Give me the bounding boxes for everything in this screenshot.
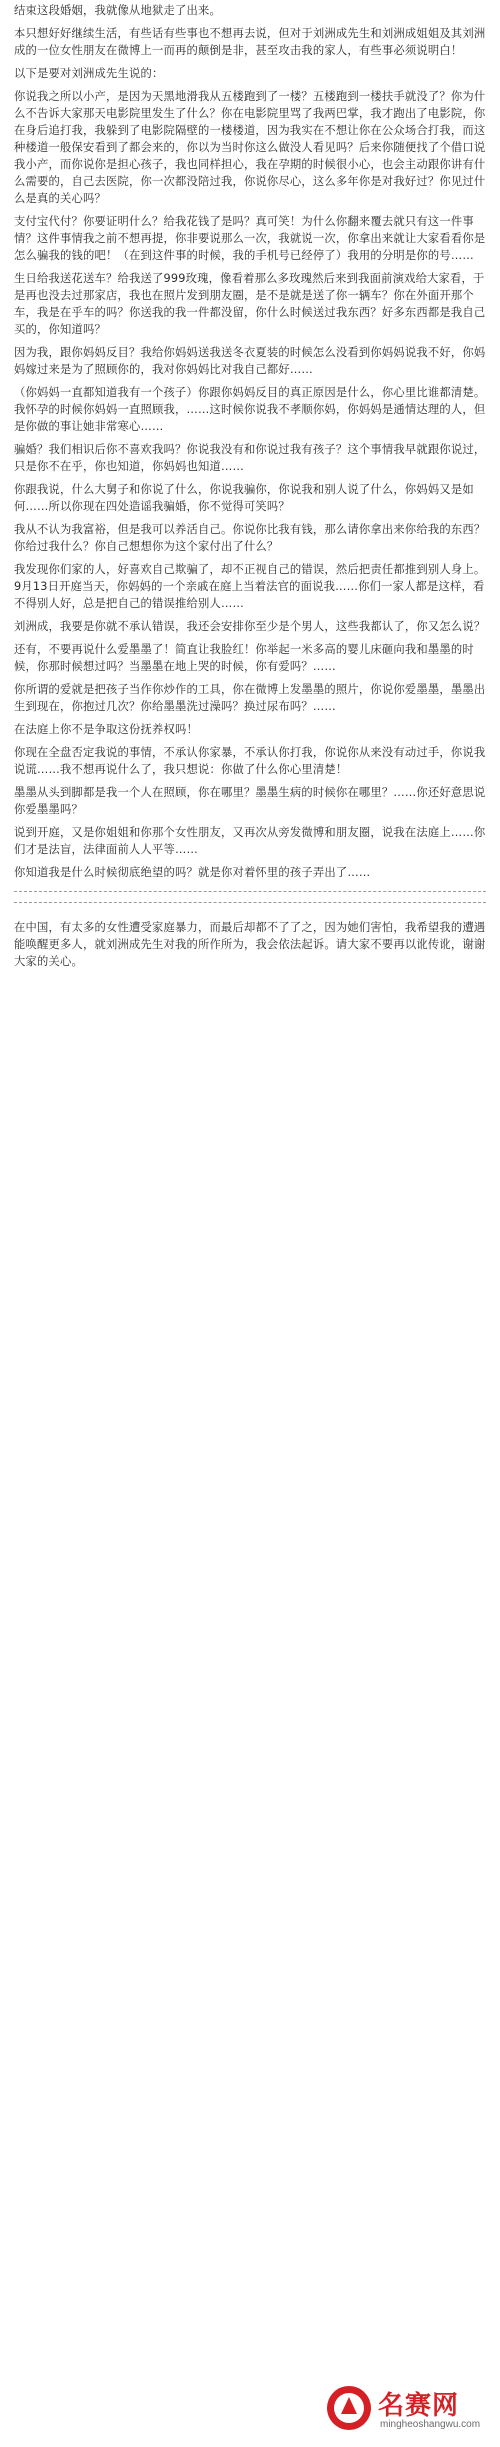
paragraph: 说到开庭，又是你姐姐和你那个女性朋友，又再次从旁发微博和朋友圈，说我在法庭上……你们才是法盲，法律面前人人平等……: [14, 826, 486, 856]
watermark-url: mingheoshangwu.com: [380, 2419, 481, 2430]
paragraph: 你所谓的爱就是把孩子当作你炒作的工具，你在微博上发墨墨的照片，你说你爱墨墨，墨墨出生到现在，你抱过几次？你给墨墨洗过澡吗？换过尿布吗？……: [14, 683, 486, 713]
paragraph: 还有，不要再说什么爱墨墨了！简直让我脸红！你举起一米多高的婴儿床砸向我和墨墨的时候，你那时候想过吗？当墨墨在地上哭的时候，你有爱吗？……: [14, 643, 474, 673]
paragraph: 以下是要对刘洲成先生说的：: [14, 67, 164, 80]
paragraph: 在法庭上你不是争取这份抚养权吗！: [14, 723, 198, 736]
paragraph: 结束这段婚姻，我就像从地狱走了出来。: [14, 4, 221, 17]
paragraph: 生日给我送花送车？给我送了999玫瑰，像看着那么多玫瑰然后来到我面前演戏给大家看，于是再也没去过那家店，我也在照片发到朋友圈，是不是就是送了你一辆车？你在外面开那个车，我是在乎车的吗？你送我的我一件都没留，你什么时候送过我东西？好多东西都是我自己买的，你知道吗？: [14, 272, 486, 336]
paragraph: 你现在全盘否定我说的事情，不承认你家暴，不承认你打我，你说你从来没有动过手，你说我说谎……我不想再说什么了，我只想说：你做了什么你心里清楚！: [14, 746, 486, 776]
watermark-title: 名赛网: [378, 2391, 460, 2421]
paragraph: 骗婚？我们相识后你不喜欢我吗？你说我没有和你说过我有孩子？这个事情我早就跟你说过，只是你不在乎，你也知道，你妈妈也知道……: [14, 443, 486, 473]
paragraph: 你跟我说，什么大舅子和你说了什么，你说我骗你，你说我和别人说了什么，你妈妈又是如何……所以你现在四处造谣我骗婚，你不觉得可笑吗？: [14, 483, 474, 513]
paragraph: 本只想好好继续生活，有些话有些事也不想再去说，但对于刘洲成先生和刘洲成姐姐及其刘洲成的一位女性朋友在微博上一而再的颠倒是非，甚至攻击我的家人，有些事必须说明白！: [14, 27, 486, 57]
watermark-logo-icon: [324, 2383, 374, 2433]
paragraph: 墨墨从头到脚都是我一个人在照顾，你在哪里？墨墨生病的时候你在哪里？……你还好意思说你爱墨墨吗？: [14, 786, 486, 816]
article-body: [0, 0, 500, 970]
paragraph: 我从不认为我富裕，但是我可以养活自己。你说你比我有钱，那么请你拿出来你给我的东西？你给过我什么？你自己想想你为这个家付出了什么？: [14, 523, 486, 553]
paragraph: （你妈妈一直都知道我有一个孩子）你跟你妈妈反目的真正原因是什么，你心里比谁都清楚。我怀孕的时候你妈妈一直照顾我，……这时候你说我不孝顺你妈，你妈妈是通情达理的人，但是你做的事让她非常寒心……: [14, 386, 486, 433]
dashed-divider: [14, 891, 486, 892]
dashed-divider: [14, 902, 486, 903]
paragraph: 刘洲成，我要是你就不承认错误，我还会安排你至少是个男人，这些我都认了，你又怎么说？: [14, 620, 486, 633]
paragraph: 在中国，有太多的女性遭受家庭暴力，而最后却都不了了之，因为她们害怕，我希望我的遭遇能唤醒更多人，就刘洲成先生对我的所作所为，我会依法起诉。请大家不要再以讹传讹，谢谢大家的关心。: [14, 921, 486, 968]
site-watermark: [324, 2383, 494, 2439]
paragraph: 因为我，跟你妈妈反目？我给你妈妈送我送冬衣夏装的时候怎么没看到你妈妈说我不好，你妈妈嫁过来是为了照顾你的，我对你妈妈比对我自己都好……: [14, 346, 486, 376]
paragraph: 你知道我是什么时候彻底绝望的吗？就是你对着怀里的孩子弄出了……: [14, 866, 371, 879]
paragraph: 你说我之所以小产，是因为天黑地滑我从五楼跑到了一楼？五楼跑到一楼扶手就没了？你为什么不告诉大家那天电影院里发生了什么？你在电影院里骂了我两巴掌，我才跑出了电影院，你在身后追打我，我躲到了电影院隔壁的一楼楼道，因为我实在不想让你在公众场合打我，而这种楼道一般保安看到了都会来的，你以为当时你这么做没人看见吗？后来你随便找了个借口说我小产，而你说你是担心孩子，我也同样担心，我在孕期的时候很小心，也会主动跟你讲有什么需要的，自己去医院，你一次都没陪过我，你说你尽心，这么多年你是对我好过？你见过什么是真的关心吗？: [14, 90, 486, 205]
paragraph: 我发现你们家的人，好喜欢自己欺骗了，却不正视自己的错误，然后把责任都推到别人身上。9月13日开庭当天，你妈妈的一个亲戚在庭上当着法官的面说我……你们一家人都是这样，看不得别人好，总是把自己的错误推给别人……: [14, 563, 486, 610]
paragraph: 支付宝代付？你要证明什么？给我花钱了是吗？真可笑！为什么你翻来覆去就只有这一件事情？这件事情我之前不想再提，你非要说那么一次，我就说一次，你拿出来就让大家看看你是怎么骗我的钱的吧！（在到这件事的时候，我的手机号已经停了）我用的分明是你的号……: [14, 215, 486, 262]
